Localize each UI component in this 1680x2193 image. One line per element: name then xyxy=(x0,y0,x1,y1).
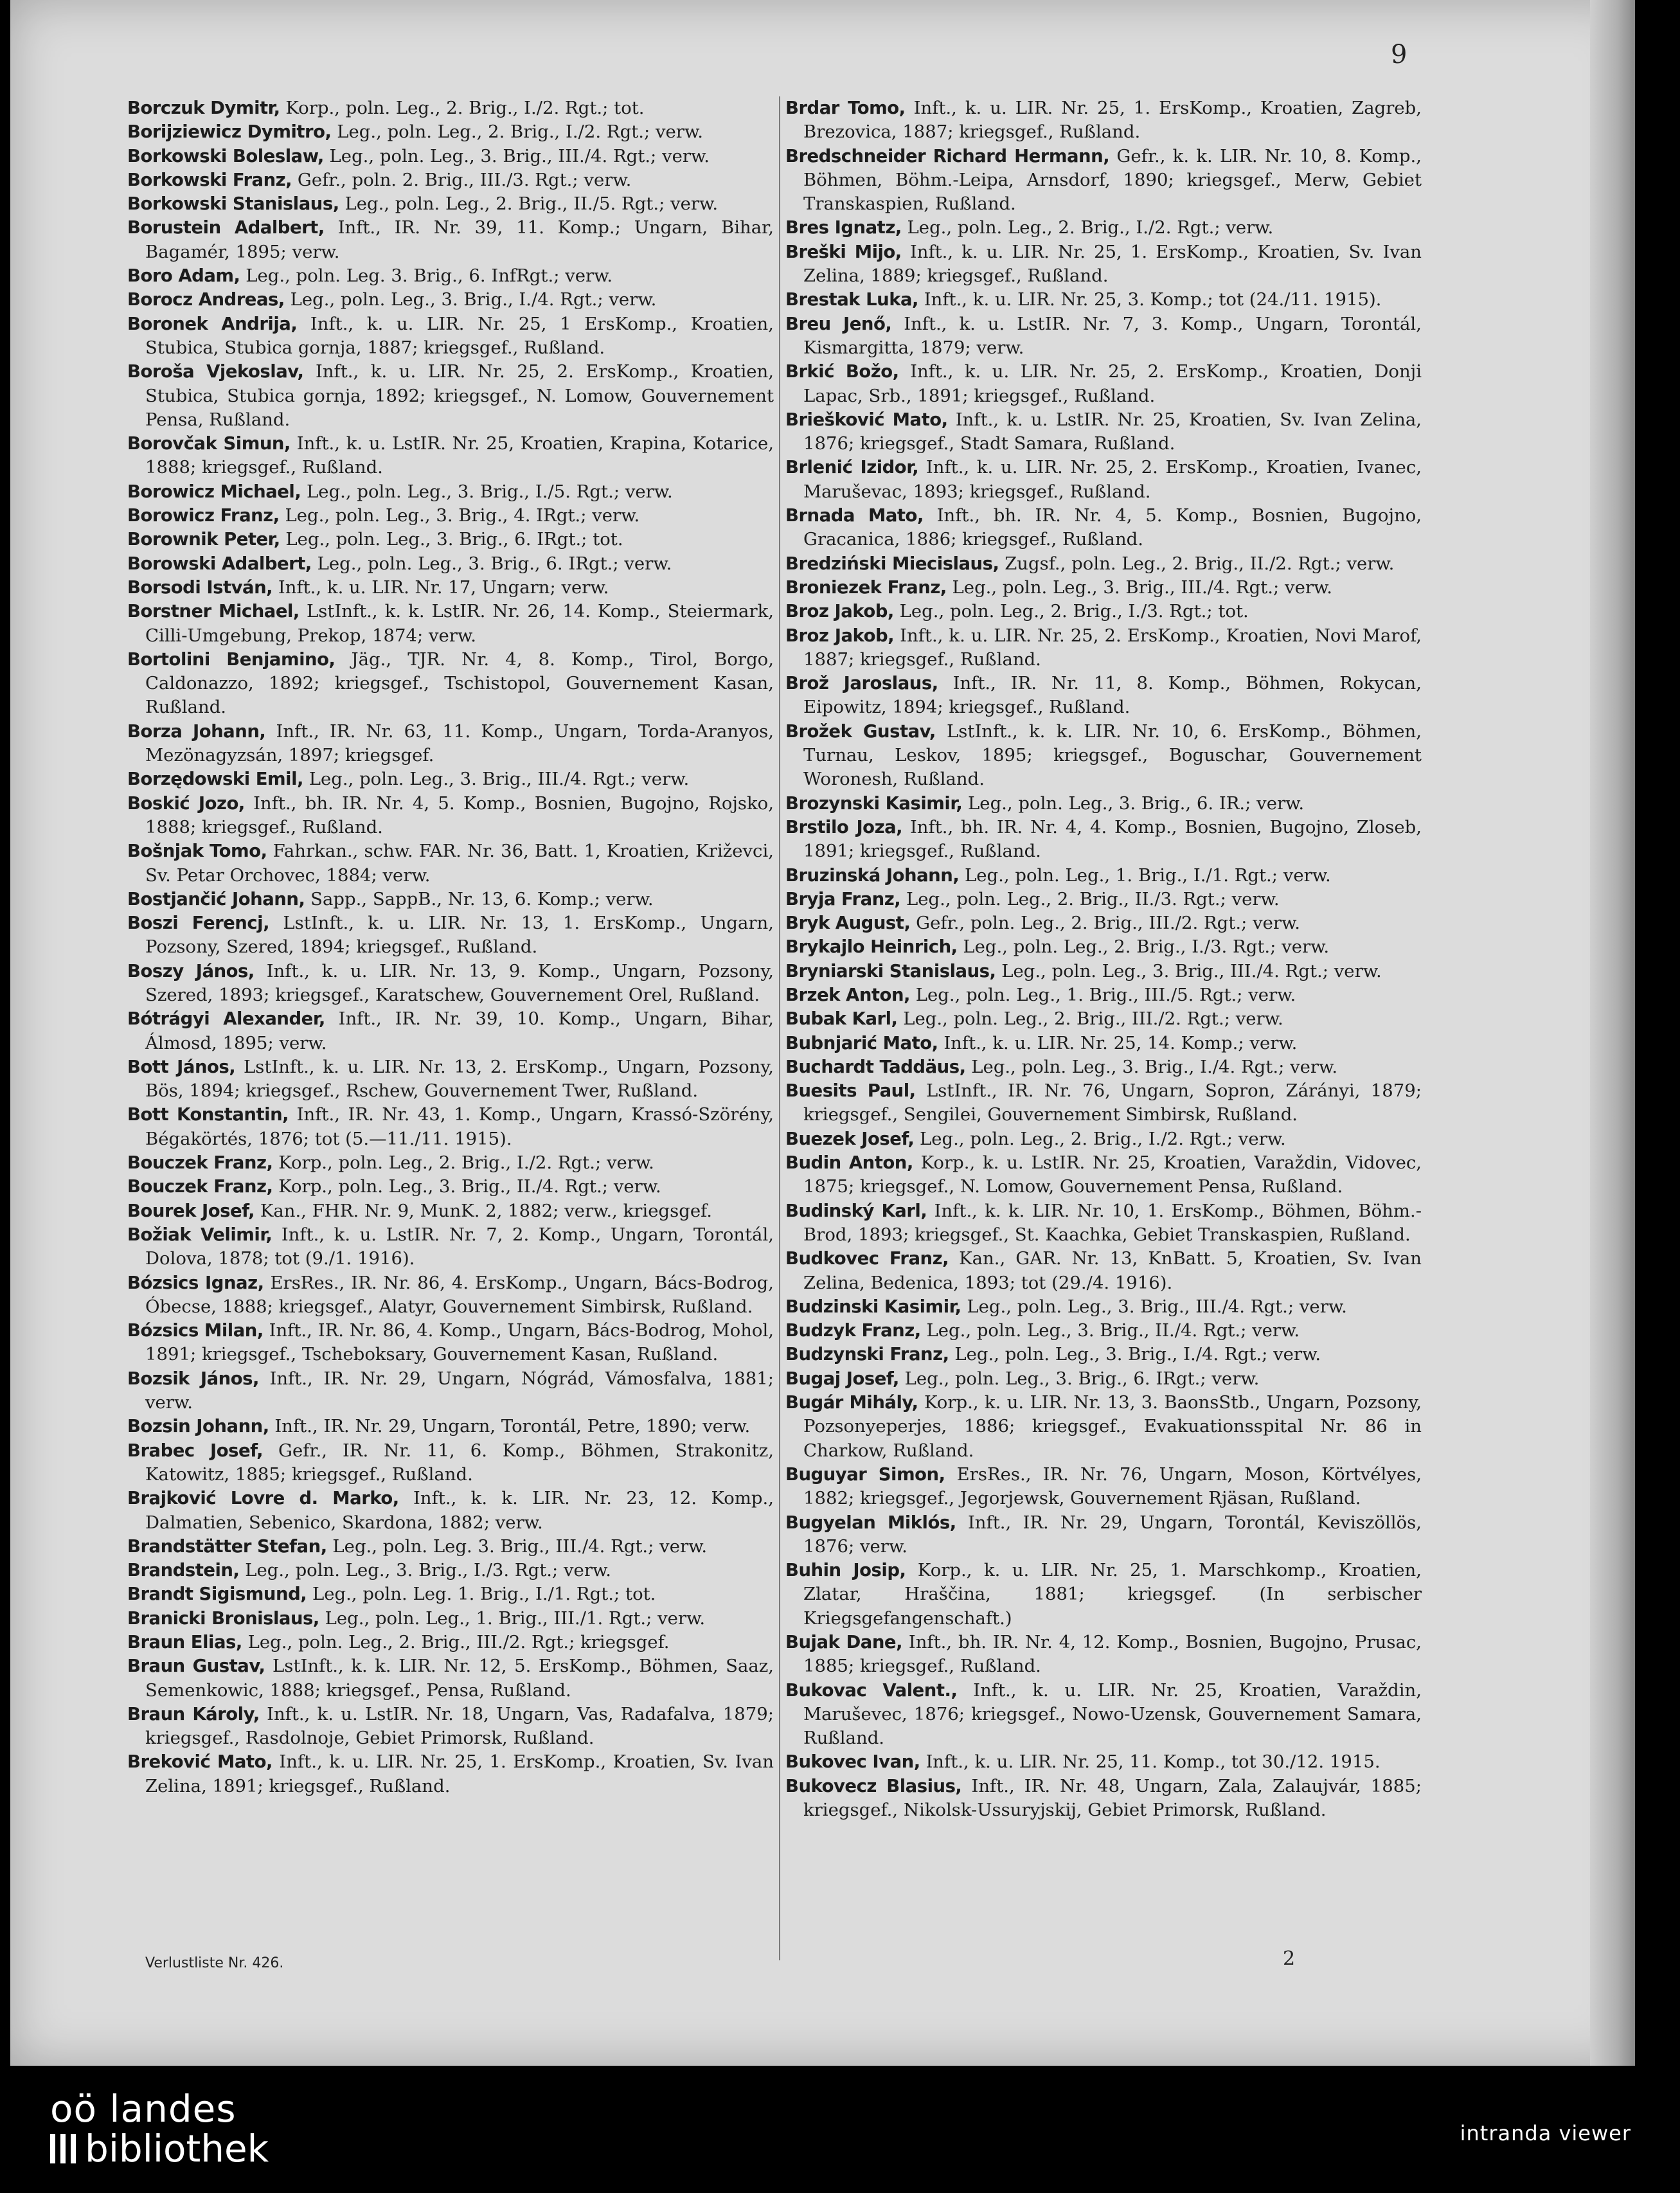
list-entry xyxy=(785,1247,1422,1295)
entry-text: Inft., k. u. LIR. Nr. 25, 2. ErsKomp., Kroatien, Ivanec, Maruševac, 1893; kriegsgef., Rußland. xyxy=(803,457,1422,502)
entry-text: Sapp., SappB., Nr. 13, 6. Komp.; verw. xyxy=(310,888,654,909)
entry-name: Boszi Ferencj, xyxy=(127,913,270,934)
entry-text: Inft., k. k. LIR. Nr. 23, 12. Komp., Dalmatien, Sebenico, Skardona, 1882; verw. xyxy=(145,1488,774,1533)
list-entry xyxy=(127,552,774,576)
entry-text: LstInft., k. k. LIR. Nr. 12, 5. ErsKomp., Böhmen, Saaz, Semenkowic, 1888; kriegsgef., Pensa, Rußland. xyxy=(145,1656,774,1701)
list-entry xyxy=(785,216,1422,240)
entry-name: Bourek Josef, xyxy=(127,1200,255,1221)
entry-name: Brandstätter Stefan, xyxy=(127,1535,327,1557)
list-entry xyxy=(785,1199,1422,1248)
list-entry xyxy=(785,456,1422,504)
entry-name: Brlenić Izidor, xyxy=(785,457,919,478)
entry-text: Inft., k. u. LIR. Nr. 25, 14. Komp.; verw. xyxy=(943,1032,1298,1053)
entry-name: Budzyk Franz, xyxy=(785,1320,921,1341)
list-entry xyxy=(785,1319,1422,1343)
entry-name: Brandt Sigismund, xyxy=(127,1584,307,1605)
entry-text: Inft., IR. Nr. 29, Ungarn, Nógrád, Vámosfalva, 1881; verw. xyxy=(145,1368,774,1413)
entry-name: Bryk August, xyxy=(785,913,911,934)
entry-name: Borownik Peter, xyxy=(127,529,280,550)
entry-name: Boskić Jozo, xyxy=(127,792,245,814)
entry-text: Leg., poln. Leg., 3. Brig., 6. IRgt.; verw. xyxy=(317,553,672,574)
list-entry xyxy=(127,1151,774,1175)
list-entry xyxy=(127,911,774,960)
list-entry xyxy=(127,480,774,504)
list-entry xyxy=(127,792,774,840)
list-entry xyxy=(785,1127,1422,1151)
entry-name: Bres Ignatz, xyxy=(785,217,902,238)
entry-text: Leg., poln. Leg., 2. Brig., I./3. Rgt.; verw. xyxy=(963,936,1330,958)
entry-text: Leg., poln. Leg., 3. Brig., II./4. Rgt.; verw. xyxy=(926,1320,1300,1341)
entry-text: Leg., poln. Leg., 2. Brig., II./3. Rgt.; verw. xyxy=(906,888,1280,909)
entry-text: LstInft., IR. Nr. 76, Ungarn, Sopron, Zárányi, 1879; kriegsgef., Sengilei, Gouvernement Simbirsk, Rußland. xyxy=(803,1080,1422,1125)
entry-name: Borowicz Franz, xyxy=(127,505,280,526)
list-entry xyxy=(127,312,774,361)
entry-text: Leg., poln. Leg., 1. Brig., III./1. Rgt.; verw. xyxy=(325,1607,706,1629)
entry-name: Braun Károly, xyxy=(127,1703,260,1724)
entry-name: Borkowski Franz, xyxy=(127,169,292,190)
entry-text: Kan., FHR. Nr. 9, MunK. 2, 1882; verw., kriegsgef. xyxy=(260,1200,713,1221)
entry-text: Leg., poln. Leg., 3. Brig., III./4. Rgt.; verw. xyxy=(329,145,710,166)
entry-name: Borczuk Dymitr, xyxy=(127,98,280,118)
entry-text: Gefr., k. k. LIR. Nr. 10, 8. Komp., Böhmen, Böhm.-Leipa, Arnsdorf, 1890; kriegsgef., Merw, Gebiet Transkaspien, Rußland. xyxy=(803,145,1422,215)
entry-text: Korp., poln. Leg., 2. Brig., I./2. Rgt.; verw. xyxy=(278,1152,654,1174)
list-entry xyxy=(127,1559,774,1582)
list-entry xyxy=(127,1439,774,1487)
entry-text: Leg., poln. Leg., 3. Brig., III./4. Rgt.; verw. xyxy=(308,769,690,790)
right-column xyxy=(785,96,1422,1822)
entry-name: Brdar Tomo, xyxy=(785,98,906,118)
entry-text: Leg., poln. Leg., 3. Brig., III./4. Rgt.; verw. xyxy=(952,577,1333,598)
list-entry xyxy=(127,1199,774,1223)
entry-text: Inft., k. u. LIR. Nr. 25, 2. ErsKomp., Kroatien, Donji Lapac, Srb., 1891; kriegsgef., Rußland. xyxy=(803,361,1422,406)
viewer-label[interactable]: intranda viewer xyxy=(1460,2121,1631,2145)
list-entry xyxy=(785,816,1422,864)
list-entry xyxy=(127,1007,774,1055)
list-entry xyxy=(785,288,1422,312)
logo-line1: oö landes xyxy=(50,2087,237,2131)
entry-text: LstInft., k. u. LIR. Nr. 13, 1. ErsKomp., Ungarn, Pozsony, Szered, 1894; kriegsgef., Rußland. xyxy=(145,913,774,958)
entry-name: Boszy János, xyxy=(127,960,255,981)
list-entry xyxy=(785,1511,1422,1559)
column-divider xyxy=(779,96,780,1960)
entry-name: Budkovec Franz, xyxy=(785,1248,949,1269)
entry-name: Bózsics Milan, xyxy=(127,1320,264,1341)
entry-name: Braun Gustav, xyxy=(127,1656,265,1677)
entry-text: Inft., k. u. LIR. Nr. 25, 1. ErsKomp., Kroatien, Zagreb, Brezovica, 1887; kriegsgef., Rußland. xyxy=(803,98,1422,143)
entry-text: Leg., poln. Leg. 3. Brig., 6. InfRgt.; verw. xyxy=(246,265,613,287)
entry-name: Briešković Mato, xyxy=(785,409,948,430)
list-entry xyxy=(785,911,1422,935)
entry-name: Bukovac Valent., xyxy=(785,1679,958,1701)
entry-name: Borovčak Simun, xyxy=(127,433,290,454)
entry-name: Bozsin Johann, xyxy=(127,1416,269,1437)
entry-name: Božiak Velimir, xyxy=(127,1224,273,1245)
entry-text: Leg., poln. Leg., 3. Brig., I./4. Rgt.; verw. xyxy=(290,289,657,310)
entry-text: Leg., poln. Leg., 1. Brig., III./5. Rgt.; verw. xyxy=(915,984,1296,1005)
entry-name: Borustein Adalbert, xyxy=(127,217,325,238)
entry-text: Inft., bh. IR. Nr. 4, 12. Komp., Bosnien, Bugojno, Prusac, 1885; kriegsgef., Rußland. xyxy=(803,1632,1422,1677)
entry-text: LstInft., k. k. LstIR. Nr. 26, 14. Komp., Steiermark, Cilli-Umgebung, Prekop, 1874; verw. xyxy=(145,601,774,646)
entry-name: Bubnjarić Mato, xyxy=(785,1032,938,1053)
library-logo[interactable] xyxy=(50,2089,269,2169)
entry-name: Broz Jakob, xyxy=(785,601,894,622)
list-entry xyxy=(785,312,1422,361)
scanned-page xyxy=(10,0,1635,2066)
list-entry xyxy=(785,576,1422,600)
entry-text: Inft., k. u. LIR. Nr. 25, Kroatien, Varaždin, Maruševec, 1876; kriegsgef., Nowo-Uzensk, Gouvernement Samara, Rußland. xyxy=(803,1679,1422,1749)
entry-text: Leg., poln. Leg., 1. Brig., I./1. Rgt.; verw. xyxy=(965,864,1331,886)
list-entry xyxy=(127,120,774,144)
entry-text: Gefr., IR. Nr. 11, 6. Komp., Böhmen, Strakonitz, Katowitz, 1885; kriegsgef., Rußland. xyxy=(145,1440,774,1485)
list-entry xyxy=(127,432,774,480)
entry-name: Borowicz Michael, xyxy=(127,481,301,502)
entry-text: Korp., k. u. LIR. Nr. 13, 3. BaonsStb., Ungarn, Pozsony, Pozsonyeperjes, 1886; kriegsgef., Evakuationsspital Nr. 86 in Charkow, Rußland. xyxy=(803,1392,1422,1461)
list-entry xyxy=(785,360,1422,408)
entry-text: Zugsf., poln. Leg., 2. Brig., II./2. Rgt.; verw. xyxy=(1005,553,1395,574)
list-entry xyxy=(127,288,774,312)
entry-name: Brožek Gustav, xyxy=(785,721,936,742)
entry-text: Inft., bh. IR. Nr. 4, 5. Komp., Bosnien, Bugojno, Gracanica, 1886; kriegsgef., Rußland. xyxy=(803,505,1422,550)
list-entry xyxy=(785,1750,1422,1774)
entry-name: Brestak Luka, xyxy=(785,289,919,310)
list-entry xyxy=(785,1007,1422,1031)
list-entry xyxy=(785,624,1422,672)
entry-name: Branicki Bronislaus, xyxy=(127,1607,319,1629)
entry-text: Inft., k. u. LIR. Nr. 17, Ungarn; verw. xyxy=(278,577,609,598)
entry-name: Bótrágyi Alexander, xyxy=(127,1008,325,1030)
list-entry xyxy=(127,264,774,288)
list-entry xyxy=(785,720,1422,792)
list-entry xyxy=(127,1703,774,1751)
list-entry xyxy=(785,1055,1422,1079)
binding-edge xyxy=(1590,0,1635,2066)
entry-text: Leg., poln. Leg., 2. Brig., III./2. Rgt.; kriegsgef. xyxy=(247,1632,670,1652)
logo-line2-text: bibliothek xyxy=(85,2127,269,2171)
entry-name: Broz Jakob, xyxy=(785,625,895,646)
entry-text: LstInft., k. k. LIR. Nr. 10, 6. ErsKomp., Böhmen, Turnau, Leskov, 1895; kriegsgef., Boguschar, Gouvernement Woronesh, Rußland. xyxy=(803,721,1422,790)
entry-text: ErsRes., IR. Nr. 76, Ungarn, Moson, Körtvélyes, 1882; kriegsgef., Jegorjewsk, Gouvernement Rjäsan, Rußland. xyxy=(803,1463,1422,1509)
entry-name: Borowski Adalbert, xyxy=(127,553,312,574)
entry-text: Leg., poln. Leg., 2. Brig., I./2. Rgt.; verw. xyxy=(907,217,1274,238)
entry-name: Brkić Božo, xyxy=(785,361,899,382)
entry-text: Leg., poln. Leg., 2. Brig., III./2. Rgt.; verw. xyxy=(903,1008,1283,1030)
list-entry xyxy=(127,216,774,264)
entry-name: Budinský Karl, xyxy=(785,1200,927,1221)
entry-name: Bugár Mihály, xyxy=(785,1392,918,1413)
entry-text: Leg., poln. Leg., 2. Brig., I./2. Rgt.; verw. xyxy=(337,121,703,143)
list-entry xyxy=(127,192,774,216)
entry-text: Leg., poln. Leg., 3. Brig., 4. IRgt.; verw. xyxy=(285,505,640,526)
list-entry xyxy=(785,240,1422,289)
list-entry xyxy=(785,1775,1422,1823)
entry-name: Braun Elias, xyxy=(127,1632,242,1652)
entry-text: Leg., poln. Leg., 3. Brig., I./5. Rgt.; verw. xyxy=(307,481,673,502)
entry-name: Bryniarski Stanislaus, xyxy=(785,960,996,981)
list-entry xyxy=(785,1631,1422,1679)
list-entry xyxy=(785,408,1422,456)
list-entry xyxy=(127,1367,774,1415)
entry-name: Bostjančić Johann, xyxy=(127,888,305,909)
left-column xyxy=(127,96,774,1798)
entry-text: Korp., poln. Leg., 2. Brig., I./2. Rgt.; tot. xyxy=(285,98,645,118)
entry-text: Inft., bh. IR. Nr. 4, 5. Komp., Bosnien, Bugojno, Rojsko, 1888; kriegsgef., Rußland. xyxy=(145,792,774,837)
entry-text: Leg., poln. Leg., 2. Brig., I./2. Rgt.; verw. xyxy=(920,1128,1286,1149)
entry-name: Bujak Dane, xyxy=(785,1632,903,1652)
entry-text: Inft., k. k. LIR. Nr. 10, 1. ErsKomp., Böhmen, Böhm.-Brod, 1893; kriegsgef., St. Kaachka, Gebiet Transkaspien, Rußland. xyxy=(803,1200,1422,1245)
entry-name: Bukovecz Blasius, xyxy=(785,1775,962,1796)
entry-text: Leg., poln. Leg., 2. Brig., I./3. Rgt.; tot. xyxy=(899,601,1249,622)
list-entry xyxy=(127,576,774,600)
list-entry xyxy=(785,888,1422,911)
list-entry xyxy=(785,1032,1422,1055)
list-entry xyxy=(127,720,774,768)
list-entry xyxy=(785,1367,1422,1391)
entry-name: Bruzinská Johann, xyxy=(785,864,960,886)
entry-name: Borstner Michael, xyxy=(127,601,299,622)
entry-text: Leg., poln. Leg. 3. Brig., III./4. Rgt.; verw. xyxy=(332,1535,708,1557)
list-entry xyxy=(785,600,1422,623)
list-entry xyxy=(127,648,774,720)
entry-name: Bott János, xyxy=(127,1056,236,1077)
entry-name: Brož Jaroslaus, xyxy=(785,673,938,694)
entry-text: Leg., poln. Leg., 2. Brig., II./5. Rgt.; verw. xyxy=(344,193,719,215)
entry-name: Bouczek Franz, xyxy=(127,1176,273,1197)
entry-text: Jäg., TJR. Nr. 4, 8. Komp., Tirol, Borgo, Caldonazzo, 1892; kriegsgef., Tschistopol, Gouvernement Kasan, Rußland. xyxy=(145,649,774,718)
entry-name: Breković Mato, xyxy=(127,1751,273,1773)
entry-text: Inft., IR. Nr. 29, Ungarn, Torontál, Keviszöllös, 1876; verw. xyxy=(803,1512,1422,1557)
list-entry xyxy=(127,1415,774,1438)
list-entry xyxy=(127,1535,774,1559)
entry-text: Leg., poln. Leg. 1. Brig., I./1. Rgt.; tot. xyxy=(312,1584,656,1605)
entry-text: Leg., poln. Leg., 3. Brig., 6. IRgt.; tot. xyxy=(285,529,623,550)
entry-name: Budzinski Kasimir, xyxy=(785,1296,961,1317)
entry-name: Brabec Josef, xyxy=(127,1440,264,1461)
entry-name: Boro Adam, xyxy=(127,265,240,287)
list-entry xyxy=(127,96,774,120)
entry-text: Inft., k. u. LIR. Nr. 13, 9. Komp., Ungarn, Pozsony, Szered, 1893; kriegsgef., Karatschew, Gouvernement Orel, Rußland. xyxy=(145,960,774,1005)
entry-text: Inft., IR. Nr. 11, 8. Komp., Böhmen, Rokycan, Eipowitz, 1894; kriegsgef., Rußland. xyxy=(803,673,1422,718)
entry-name: Borsodi István, xyxy=(127,577,273,598)
entry-text: Inft., k. u. LIR. Nr. 25, 1. ErsKomp., Kroatien, Sv. Ivan Zelina, 1891; kriegsgef., Rußland. xyxy=(145,1751,774,1796)
entry-text: Inft., k. u. LIR. Nr. 25, 11. Komp., tot 30./12. 1915. xyxy=(925,1751,1381,1773)
entry-name: Bortolini Benjamino, xyxy=(127,649,335,670)
list-entry xyxy=(127,767,774,791)
entry-name: Brajković Lovre d. Marko, xyxy=(127,1488,399,1509)
entry-name: Borocz Andreas, xyxy=(127,289,285,310)
list-entry xyxy=(785,983,1422,1007)
list-entry xyxy=(785,792,1422,816)
entry-text: Inft., k. u. LstIR. Nr. 7, 2. Komp., Ungarn, Torontál, Dolova, 1878; tot (9./1. 1916). xyxy=(145,1224,774,1269)
list-entry xyxy=(785,1295,1422,1319)
list-entry xyxy=(127,504,774,528)
entry-text: Inft., IR. Nr. 63, 11. Komp., Ungarn, Torda-Aranyos, Mezönagyzsán, 1897; kriegsgef. xyxy=(145,721,774,766)
entry-text: Inft., k. u. LIR. Nr. 25, 1. ErsKomp., Kroatien, Sv. Ivan Zelina, 1889; kriegsgef., Rußland. xyxy=(803,241,1422,287)
entry-name: Bryja Franz, xyxy=(785,888,901,909)
entry-text: Leg., poln. Leg., 3. Brig., III./4. Rgt.; verw. xyxy=(967,1296,1347,1317)
list-entry xyxy=(785,1679,1422,1751)
entry-text: Kan., GAR. Nr. 13, KnBatt. 5, Kroatien, Sv. Ivan Zelina, Bedenica, 1893; tot (29./4. 1916). xyxy=(803,1248,1422,1293)
entry-name: Brykajlo Heinrich, xyxy=(785,936,958,958)
entry-text: Korp., poln. Leg., 3. Brig., II./4. Rgt.; verw. xyxy=(278,1176,661,1197)
list-entry xyxy=(785,864,1422,888)
list-entry xyxy=(127,960,774,1008)
list-entry xyxy=(127,600,774,648)
list-entry xyxy=(785,1151,1422,1199)
entry-text: Leg., poln. Leg., 3. Brig., III./4. Rgt.; verw. xyxy=(1001,960,1382,981)
entry-name: Brozynski Kasimir, xyxy=(785,792,963,814)
entry-name: Buesits Paul, xyxy=(785,1080,916,1102)
list-entry xyxy=(127,528,774,551)
entry-name: Buchardt Taddäus, xyxy=(785,1056,966,1077)
entry-name: Bošnjak Tomo, xyxy=(127,841,267,862)
logo-line2 xyxy=(50,2129,269,2169)
list-entry xyxy=(127,1103,774,1151)
entry-name: Bugaj Josef, xyxy=(785,1368,899,1389)
entry-name: Bredziński Miecislaus, xyxy=(785,553,999,574)
entry-text: Inft., k. u. LstIR. Nr. 7, 3. Komp., Ungarn, Torontál, Kismargitta, 1879; verw. xyxy=(803,313,1422,358)
list-entry xyxy=(127,888,774,911)
list-entry xyxy=(785,1391,1422,1463)
list-entry xyxy=(127,168,774,192)
entry-text: Korp., k. u. LIR. Nr. 25, 1. Marschkomp., Kroatien, Zlatar, Hraščina, 1881; kriegsgef. (In serbischer Kriegsgefangenschaft.) xyxy=(803,1560,1422,1629)
entry-name: Bott Konstantin, xyxy=(127,1104,289,1125)
entry-name: Bukovec Ivan, xyxy=(785,1751,920,1773)
entry-name: Budin Anton, xyxy=(785,1152,913,1174)
logo-bars-icon xyxy=(50,2134,76,2163)
entry-name: Brnada Mato, xyxy=(785,505,924,526)
entry-text: Inft., k. u. LIR. Nr. 25, 3. Komp.; tot (24./11. 1915). xyxy=(924,289,1382,310)
list-entry xyxy=(127,1631,774,1654)
list-entry xyxy=(127,1607,774,1631)
entry-text: Inft., k. u. LstIR. Nr. 25, Kroatien, Sv. Ivan Zelina, 1876; kriegsgef., Stadt Samara, Rußland. xyxy=(803,409,1422,454)
list-entry xyxy=(785,960,1422,983)
entry-text: Leg., poln. Leg., 3. Brig., I./4. Rgt.; verw. xyxy=(971,1056,1338,1077)
entry-text: Inft., IR. Nr. 29, Ungarn, Torontál, Petre, 1890; verw. xyxy=(274,1416,751,1437)
list-entry xyxy=(127,1654,774,1703)
page-number: 9 xyxy=(1391,40,1407,69)
list-entry xyxy=(127,1319,774,1367)
entry-name: Breu Jenő, xyxy=(785,313,892,334)
list-entry xyxy=(785,1559,1422,1631)
entry-name: Breški Mijo, xyxy=(785,241,902,262)
list-entry xyxy=(127,1750,774,1798)
entry-text: Leg., poln. Leg., 3. Brig., 6. IRgt.; verw. xyxy=(904,1368,1260,1389)
list-entry xyxy=(127,360,774,432)
entry-name: Bozsik János, xyxy=(127,1368,259,1389)
entry-text: Inft., IR. Nr. 39, 10. Komp., Ungarn, Bihar, Álmosd, 1895; verw. xyxy=(145,1008,774,1053)
entry-name: Borza Johann, xyxy=(127,721,266,742)
entry-text: Inft., k. u. LIR. Nr. 25, 2. ErsKomp., Kroatien, Stubica, Stubica gornja, 1892; kriegsgef., N. Lomow, Gouvernement Pensa, Rußland. xyxy=(145,361,774,430)
entry-name: Brandstein, xyxy=(127,1560,240,1581)
entry-name: Borzędowski Emil, xyxy=(127,769,303,790)
entry-text: Inft., IR. Nr. 86, 4. Komp., Ungarn, Bács-Bodrog, Mohol, 1891; kriegsgef., Tscheboksary, Gouvernement Kasan, Rußland. xyxy=(145,1320,774,1365)
entry-name: Budzynski Franz, xyxy=(785,1344,949,1365)
entry-name: Broniezek Franz, xyxy=(785,577,947,598)
list-entry xyxy=(127,1175,774,1199)
entry-text: Gefr., poln. 2. Brig., III./3. Rgt.; verw. xyxy=(297,169,632,190)
entry-name: Borkowski Stanislaus, xyxy=(127,193,339,215)
list-entry xyxy=(785,1079,1422,1127)
list-entry xyxy=(127,1055,774,1104)
entry-text: ErsRes., IR. Nr. 86, 4. ErsKomp., Ungarn, Bács-Bodrog, Óbecse, 1888; kriegsgef., Alatyr, Gouvernement Simbirsk, Rußland. xyxy=(145,1272,774,1317)
entry-name: Borkowski Boleslaw, xyxy=(127,145,324,166)
list-entry xyxy=(127,1223,774,1271)
entry-text: Gefr., poln. Leg., 2. Brig., III./2. Rgt.; verw. xyxy=(916,913,1301,934)
list-entry xyxy=(785,672,1422,720)
entry-name: Bouczek Franz, xyxy=(127,1152,273,1174)
entry-name: Boronek Andrija, xyxy=(127,313,298,334)
entry-text: Leg., poln. Leg., 3. Brig., I./3. Rgt.; verw. xyxy=(245,1560,611,1581)
entry-name: Bubak Karl, xyxy=(785,1008,898,1030)
list-entry xyxy=(127,839,774,888)
entry-name: Buguyar Simon, xyxy=(785,1463,945,1485)
entry-text: Inft., IR. Nr. 39, 11. Komp.; Ungarn, Bihar, Bagamér, 1895; verw. xyxy=(145,217,774,262)
list-entry xyxy=(785,935,1422,959)
entry-text: LstInft., k. u. LIR. Nr. 13, 2. ErsKomp., Ungarn, Pozsony, Bös, 1894; kriegsgef., Rschew, Gouvernement Twer, Rußland. xyxy=(145,1056,774,1102)
entry-text: Inft., IR. Nr. 48, Ungarn, Zala, Zalaujvár, 1885; kriegsgef., Nikolsk-Ussuryjskij, Gebiet Primorsk, Rußland. xyxy=(803,1775,1422,1821)
entry-name: Buhin Josip, xyxy=(785,1560,906,1581)
entry-text: Inft., IR. Nr. 43, 1. Komp., Ungarn, Krassó-Szörény, Bégakörtés, 1876; tot (5.—11./11. 1915). xyxy=(145,1104,774,1149)
entry-text: Korp., k. u. LstIR. Nr. 25, Kroatien, Varaždin, Vidovec, 1875; kriegsgef., N. Lomow, Gouvernement Pensa, Rußland. xyxy=(803,1152,1422,1197)
entry-name: Bózsics Ignaz, xyxy=(127,1272,264,1293)
entry-name: Bugyelan Miklós, xyxy=(785,1512,956,1533)
list-entry xyxy=(785,96,1422,145)
list-entry xyxy=(127,1271,774,1320)
list-entry xyxy=(785,504,1422,552)
entry-text: Leg., poln. Leg., 3. Brig., I./4. Rgt.; verw. xyxy=(954,1344,1321,1365)
entry-text: Inft., k. u. LstIR. Nr. 18, Ungarn, Vas, Radafalva, 1879; kriegsgef., Rasdolnoje, Gebiet Primorsk, Rußland. xyxy=(145,1703,774,1749)
footer-list-number: Verlustliste Nr. 426. xyxy=(145,1955,284,1971)
entry-name: Brstilo Joza, xyxy=(785,816,903,837)
list-entry xyxy=(785,1463,1422,1511)
list-entry xyxy=(127,145,774,168)
entry-name: Boroša Vjekoslav, xyxy=(127,361,304,382)
entry-text: Leg., poln. Leg., 3. Brig., 6. IR.; verw. xyxy=(968,792,1305,814)
entry-name: Brzek Anton, xyxy=(785,984,910,1005)
entry-text: Fahrkan., schw. FAR. Nr. 36, Batt. 1, Kroatien, Križevci, Sv. Petar Orchovec, 1884; verw. xyxy=(145,841,774,886)
list-entry xyxy=(785,552,1422,576)
list-entry xyxy=(127,1487,774,1535)
entry-name: Bredschneider Richard Hermann, xyxy=(785,145,1110,166)
list-entry xyxy=(785,145,1422,217)
entry-text: Inft., bh. IR. Nr. 4, 4. Komp., Bosnien, Bugojno, Zloseb, 1891; kriegsgef., Rußland. xyxy=(803,816,1422,862)
entry-text: Inft., k. u. LstIR. Nr. 25, Kroatien, Krapina, Kotarice, 1888; kriegsgef., Rußland. xyxy=(145,433,774,478)
entry-name: Buezek Josef, xyxy=(785,1128,915,1149)
list-entry xyxy=(127,1582,774,1606)
entry-name: Borijziewicz Dymitro, xyxy=(127,121,332,143)
list-entry xyxy=(785,1343,1422,1366)
entry-text: Inft., k. u. LIR. Nr. 25, 1 ErsKomp., Kroatien, Stubica, Stubica gornja, 1887; kriegsgef., Rußland. xyxy=(145,313,774,358)
footer-signature: 2 xyxy=(1283,1947,1296,1970)
entry-text: Inft., k. u. LIR. Nr. 25, 2. ErsKomp., Kroatien, Novi Marof, 1887; kriegsgef., Rußland. xyxy=(803,625,1422,670)
